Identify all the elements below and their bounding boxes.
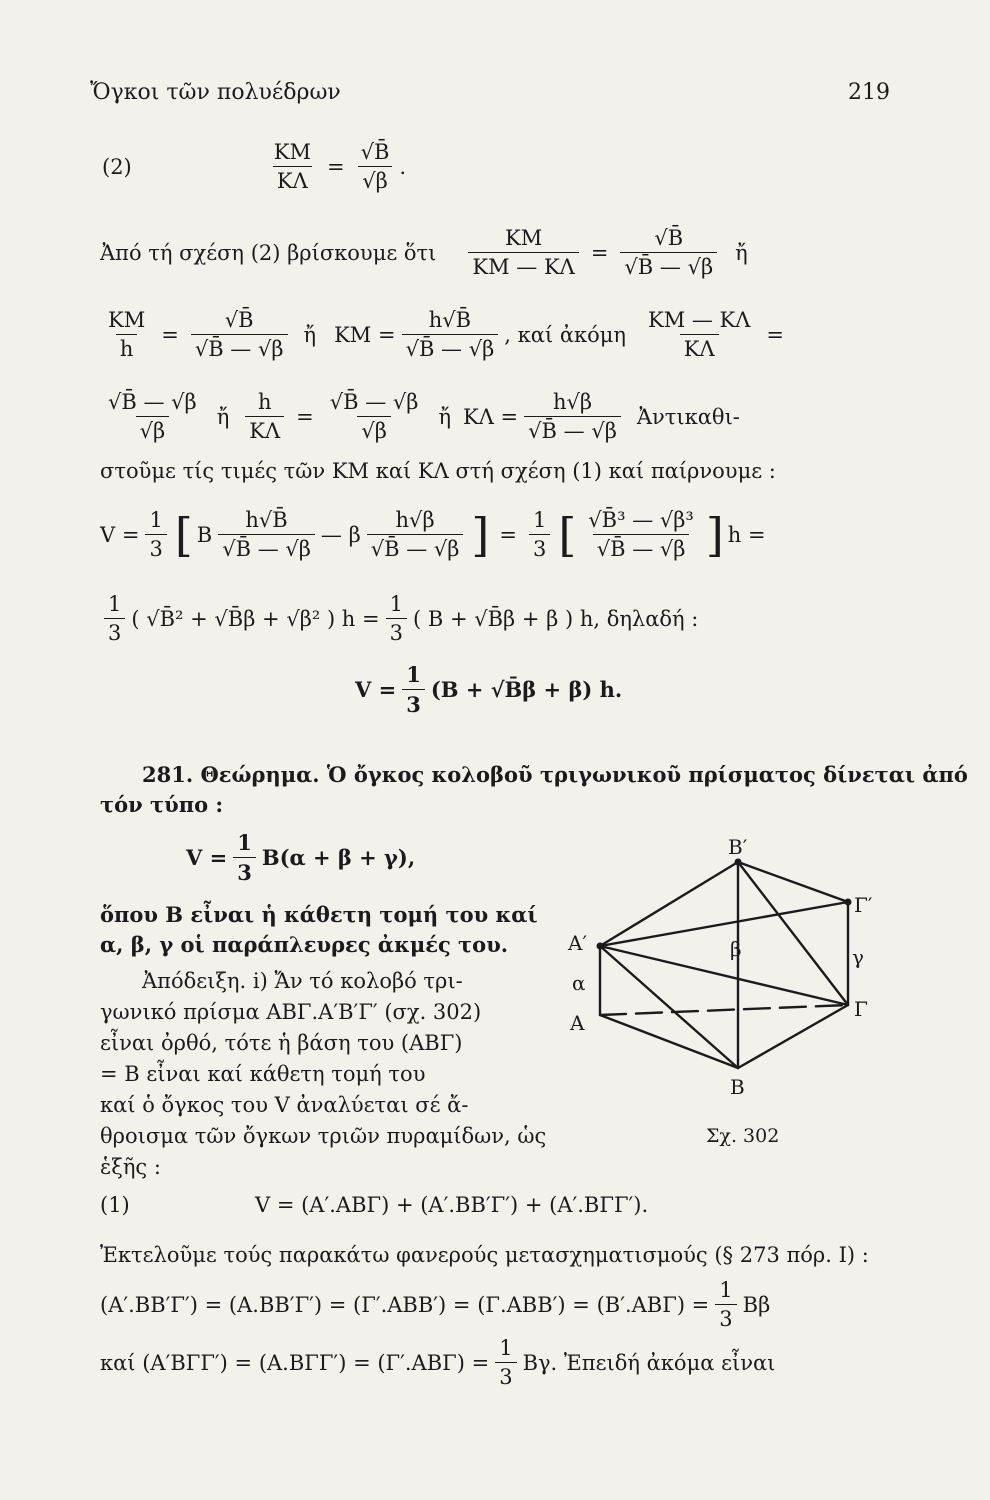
fraction: $\frac{1}{3}$: [386, 592, 407, 645]
fraction: $\frac{h√B̄}{√B̄ — √\beta}$: [218, 508, 315, 561]
vertex: [845, 899, 852, 906]
proof-line: εἶναι ὀρθό, τότε ἡ βάση του (ΑΒΓ): [100, 1031, 463, 1055]
proof-line: καί ὁ ὄγκος του V ἀναλύεται σέ ἄ-: [100, 1093, 469, 1117]
fraction: $\frac{KM}{KM — K\Lambda}$: [468, 226, 578, 279]
relation-line-b: $\frac{KM}{h}$ = $\frac{√B̄}{√B̄ — √\beta}$ ἤ ΚΜ = $\frac{h√B̄}{√B̄ — √\beta}$ , καί ἀκόμη $\frac{KM — K\Lambda}{K\Lambda}$ =: [100, 308, 790, 361]
fraction: $\frac{1}{3}$: [715, 1278, 736, 1331]
fraction: $\frac{\text{√B̄³ — √β³}}{√B̄ — √\beta}$: [588, 508, 694, 561]
body-text: Ἐκτελοῦμε τούς παρακάτω φανερούς μετασχηματισμούς (§ 273 πόρ. I) :: [100, 1243, 869, 1267]
theorem-text: α, β, γ οἱ παράπλευρες ἀκμές του.: [100, 932, 509, 957]
transform-line: (Α′.ΒΒ′Γ′) = (Α.ΒΒ′Γ′) = (Γ′.ΑΒΒ′) = (Γ.ΑΒΒ′) = (Β′.ΑΒΓ) = $\frac{1}{3}$ Bβ: [100, 1278, 771, 1331]
proof-line: γωνικό πρίσμα ΑΒΓ.Α′Β′Γ′ (σχ. 302): [100, 1000, 482, 1024]
label-b-prime: B′: [728, 835, 748, 859]
vertex: [735, 859, 742, 866]
label-gamma: γ: [852, 945, 864, 969]
relation-line-a: Ἀπό τή σχέση (2) βρίσκουμε ὅτι $\frac{KM}{KM — K\Lambda}$ = $\frac{√B̄}{√B̄ — √\beta}$ ἤ: [100, 226, 748, 279]
running-header: Ὄγκοι τῶν πολυέδρων: [90, 80, 341, 105]
fraction: $\frac{√B̄}{√B̄ — √\beta}$: [191, 308, 288, 361]
label-b: B: [730, 1075, 745, 1099]
figure-caption: Σχ. 302: [706, 1125, 780, 1147]
body-text: στοῦμε τίς τιμές τῶν ΚΜ καί ΚΛ στή σχέση (1) καί παίρνουμε :: [100, 459, 776, 483]
label-g: Γ: [854, 997, 868, 1021]
text: Ἀπό τή σχέση (2) βρίσκουμε ὅτι: [100, 240, 437, 265]
label-a: A: [570, 1011, 585, 1035]
fraction: $\frac{1}{3}$: [145, 508, 166, 561]
fraction: $\frac{h}{K\Lambda}$: [245, 390, 284, 443]
page-number: 219: [848, 80, 890, 105]
proof-line: ἑξῆς :: [100, 1155, 161, 1179]
theorem-text: τόν τύπο :: [100, 792, 224, 817]
fraction: $\frac{1}{3}$: [495, 1336, 516, 1389]
theorem-text: ὅπου B εἶναι ἡ κάθετη τομή του καί: [100, 902, 538, 927]
fraction: $\frac{√B̄}{√B̄ — √\beta}$: [620, 226, 717, 279]
proof-line: = B εἶναι καί κάθετη τομή του: [100, 1062, 426, 1086]
vertex: [597, 943, 604, 950]
transform-line: καί (Α′ΒΓΓ′) = (Α.ΒΓΓ′) = (Γ′.ΑΒΓ) = $\frac{1}{3}$ Bγ. Ἐπειδή ἀκόμα εἶναι: [100, 1336, 776, 1389]
fraction: $\frac{KM}{K\Lambda}$: [273, 140, 311, 193]
edge: [600, 1015, 738, 1068]
theorem-heading: 281. Θεώρημα. Ὁ ὄγκος κολοβοῦ τριγωνικοῦ πρίσματος δίνεται ἀπό: [142, 762, 968, 787]
equation-1-label: (1): [100, 1193, 130, 1217]
fraction: $\frac{h√\beta}{√B̄ — √\beta}$: [367, 508, 464, 561]
fraction: $\frac{√B̄ — √\beta}{√\beta}$: [329, 390, 419, 443]
fraction: $\frac{√B̄}{√\beta}$: [357, 140, 394, 193]
fraction: $\frac{√B̄ — √\beta}{√\beta}$: [108, 390, 197, 443]
fraction: $\frac{1}{3}$: [402, 662, 425, 717]
relation-line-c: $\frac{√B̄ — √\beta}{√\beta}$ ἤ $\frac{h}{K\Lambda}$ = $\frac{√B̄ — √\beta}{√\beta}$ ἤ ΚΛ = $\frac{h√\beta}{√B̄ — √\beta}$ Ἀντικαθι-: [100, 390, 740, 443]
edge: [600, 946, 738, 1068]
equation-1: V = (Α′.ΑΒΓ) + (Α′.ΒΒ′Γ′) + (Α′.ΒΓΓ′).: [255, 1193, 649, 1217]
hidden-edge: [600, 1005, 848, 1015]
label-alpha: α: [572, 971, 586, 995]
proof-line: Ἀπόδειξη. i) Ἄν τό κολοβό τρι-: [142, 969, 463, 993]
edge: [738, 1005, 848, 1068]
label-g-prime: Γ′: [854, 893, 873, 917]
fraction: $\frac{1}{3}$: [529, 508, 550, 561]
prism-figure: [560, 830, 890, 1150]
fraction: $\frac{KM — K\Lambda}{K\Lambda}$: [648, 308, 751, 361]
volume-derivation-line: $\frac{1}{3}$ ( √B̄² + √B̄β + √β² ) h = $\frac{1}{3}$ ( B + √B̄β + β ) h, δηλαδή :: [100, 592, 698, 645]
proof-line: θροισμα τῶν ὄγκων τριῶν πυραμίδων, ὡς: [100, 1124, 547, 1148]
fraction: $\frac{h√\beta}{√B̄ — √\beta}$: [524, 390, 621, 443]
label-a-prime: A′: [568, 931, 587, 955]
equation-2: (2) $\frac{KM}{K\Lambda}$ = $\frac{√B̄}{√\beta}$ .: [102, 140, 407, 193]
volume-formula: V = $\frac{1}{3}$ (B + √B̄β + β) h.: [355, 662, 623, 717]
equation-label: (2): [102, 154, 132, 179]
fraction: $\frac{KM}{h}$: [108, 308, 146, 361]
fraction: $\frac{1}{3}$: [233, 830, 256, 885]
fraction: $\frac{1}{3}$: [104, 592, 125, 645]
fraction: $\frac{h√B̄}{√B̄ — √\beta}$: [402, 308, 499, 361]
theorem-formula: V = $\frac{1}{3}$ B(α + β + γ),: [186, 830, 416, 885]
volume-derivation-line: V = $\frac{1}{3}$ [ B $\frac{h√B̄}{√B̄ — √\beta}$ — β $\frac{h√\beta}{√B̄ — √\beta}$ ] = $\frac{1}{3}$ [ $\frac{\text{√B̄³ — √β³}}{√B̄ — √\beta}$ ] h =: [100, 507, 766, 562]
label-beta: β: [730, 937, 742, 961]
